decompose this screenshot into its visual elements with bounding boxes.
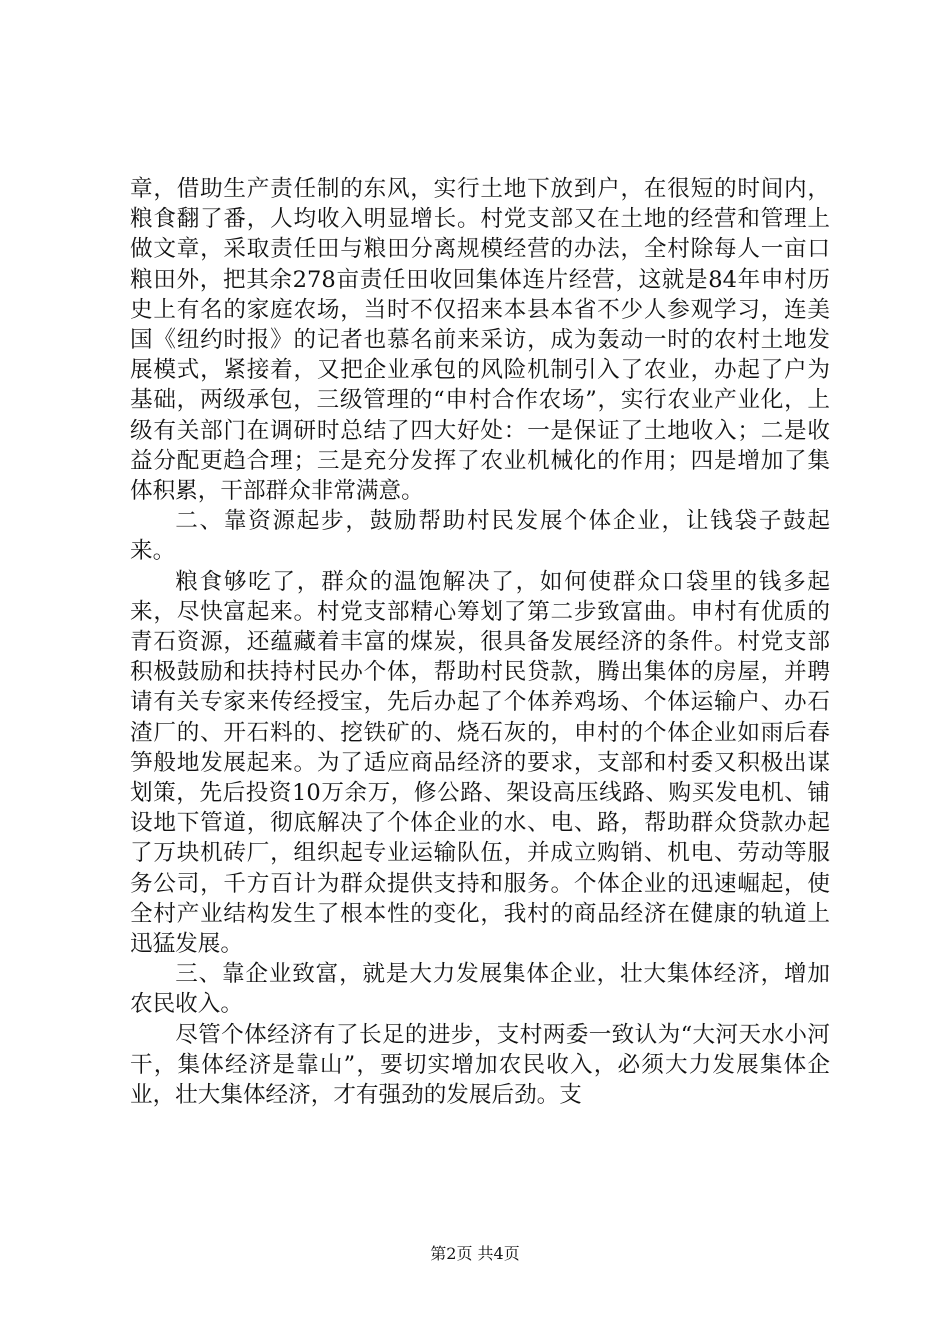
- paragraph-continuation: 章，借助生产责任制的东风，实行土地下放到户，在很短的时间内，粮食翻了番，人均收入明显增长。村党支部又在土地的经营和管理上做文章，采取责任田与粮田分离规模经营的办法，全村除每人一亩口粮田外，把其余278亩责任田收回集体连片经营，这就是84年申村历史上有名的家庭农场，当时不仅招来本县本省不少人参观学习，连美国《纽约时报》的记者也慕名前来采访，成为轰动一时的农村土地发展模式，紧接着，又把企业承包的风险机制引入了农业，办起了户为基础，两级承包，三级管理的“申村合作农场”，实行农业产业化，上级有关部门在调研时总结了四大好处：一是保证了土地收入；二是收益分配更趋合理；三是充分发挥了农业机械化的作用；四是增加了集体积累，干部群众非常满意。: [130, 176, 830, 505]
- section-heading-two: 二、靠资源起步，鼓励帮助村民发展个体企业，让钱袋子鼓起来。: [130, 508, 830, 565]
- paragraph-individual-enterprise: 粮食够吃了，群众的温饱解决了，如何使群众口袋里的钱多起来，尽快富起来。村党支部精心筹划了第二步致富曲。申村有优质的青石资源，还蕴藏着丰富的煤炭，很具备发展经济的条件。村党支部积极鼓励和扶持村民办个体，帮助村民贷款，腾出集体的房屋，并聘请有关专家来传经授宝，先后办起了个体养鸡场、个体运输户、办石渣厂的、开石料的、挖铁矿的、烧石灰的，申村的个体企业如雨后春笋般地发展起来。为了适应商品经济的要求，支部和村委又积极出谋划策，先后投资10万余万，修公路、架设高压线路、购买发电机、铺设地下管道，彻底解决了个体企业的水、电、路，帮助群众贷款办起了万块机砖厂，组织起专业运输队伍，并成立购销、机电、劳动等服务公司，千方百计为群众提供支持和服务。个体企业的迅速崛起，使全村产业结构发生了根本性的变化，我村的商品经济在健康的轨道上迅猛发展。: [130, 568, 830, 958]
- paragraph-collective-economy: 尽管个体经济有了长足的进步，支村两委一致认为“大河天水小河干，集体经济是靠山”，要切实增加农民收入，必须大力发展集体企业，壮大集体经济，才有强劲的发展后劲。支: [130, 1021, 830, 1109]
- document-body: [130, 174, 830, 1110]
- section-heading-three: 三、靠企业致富，就是大力发展集体企业，壮大集体经济，增加农民收入。: [130, 961, 830, 1018]
- page-number-footer: 第2页 共4页: [430, 1244, 520, 1263]
